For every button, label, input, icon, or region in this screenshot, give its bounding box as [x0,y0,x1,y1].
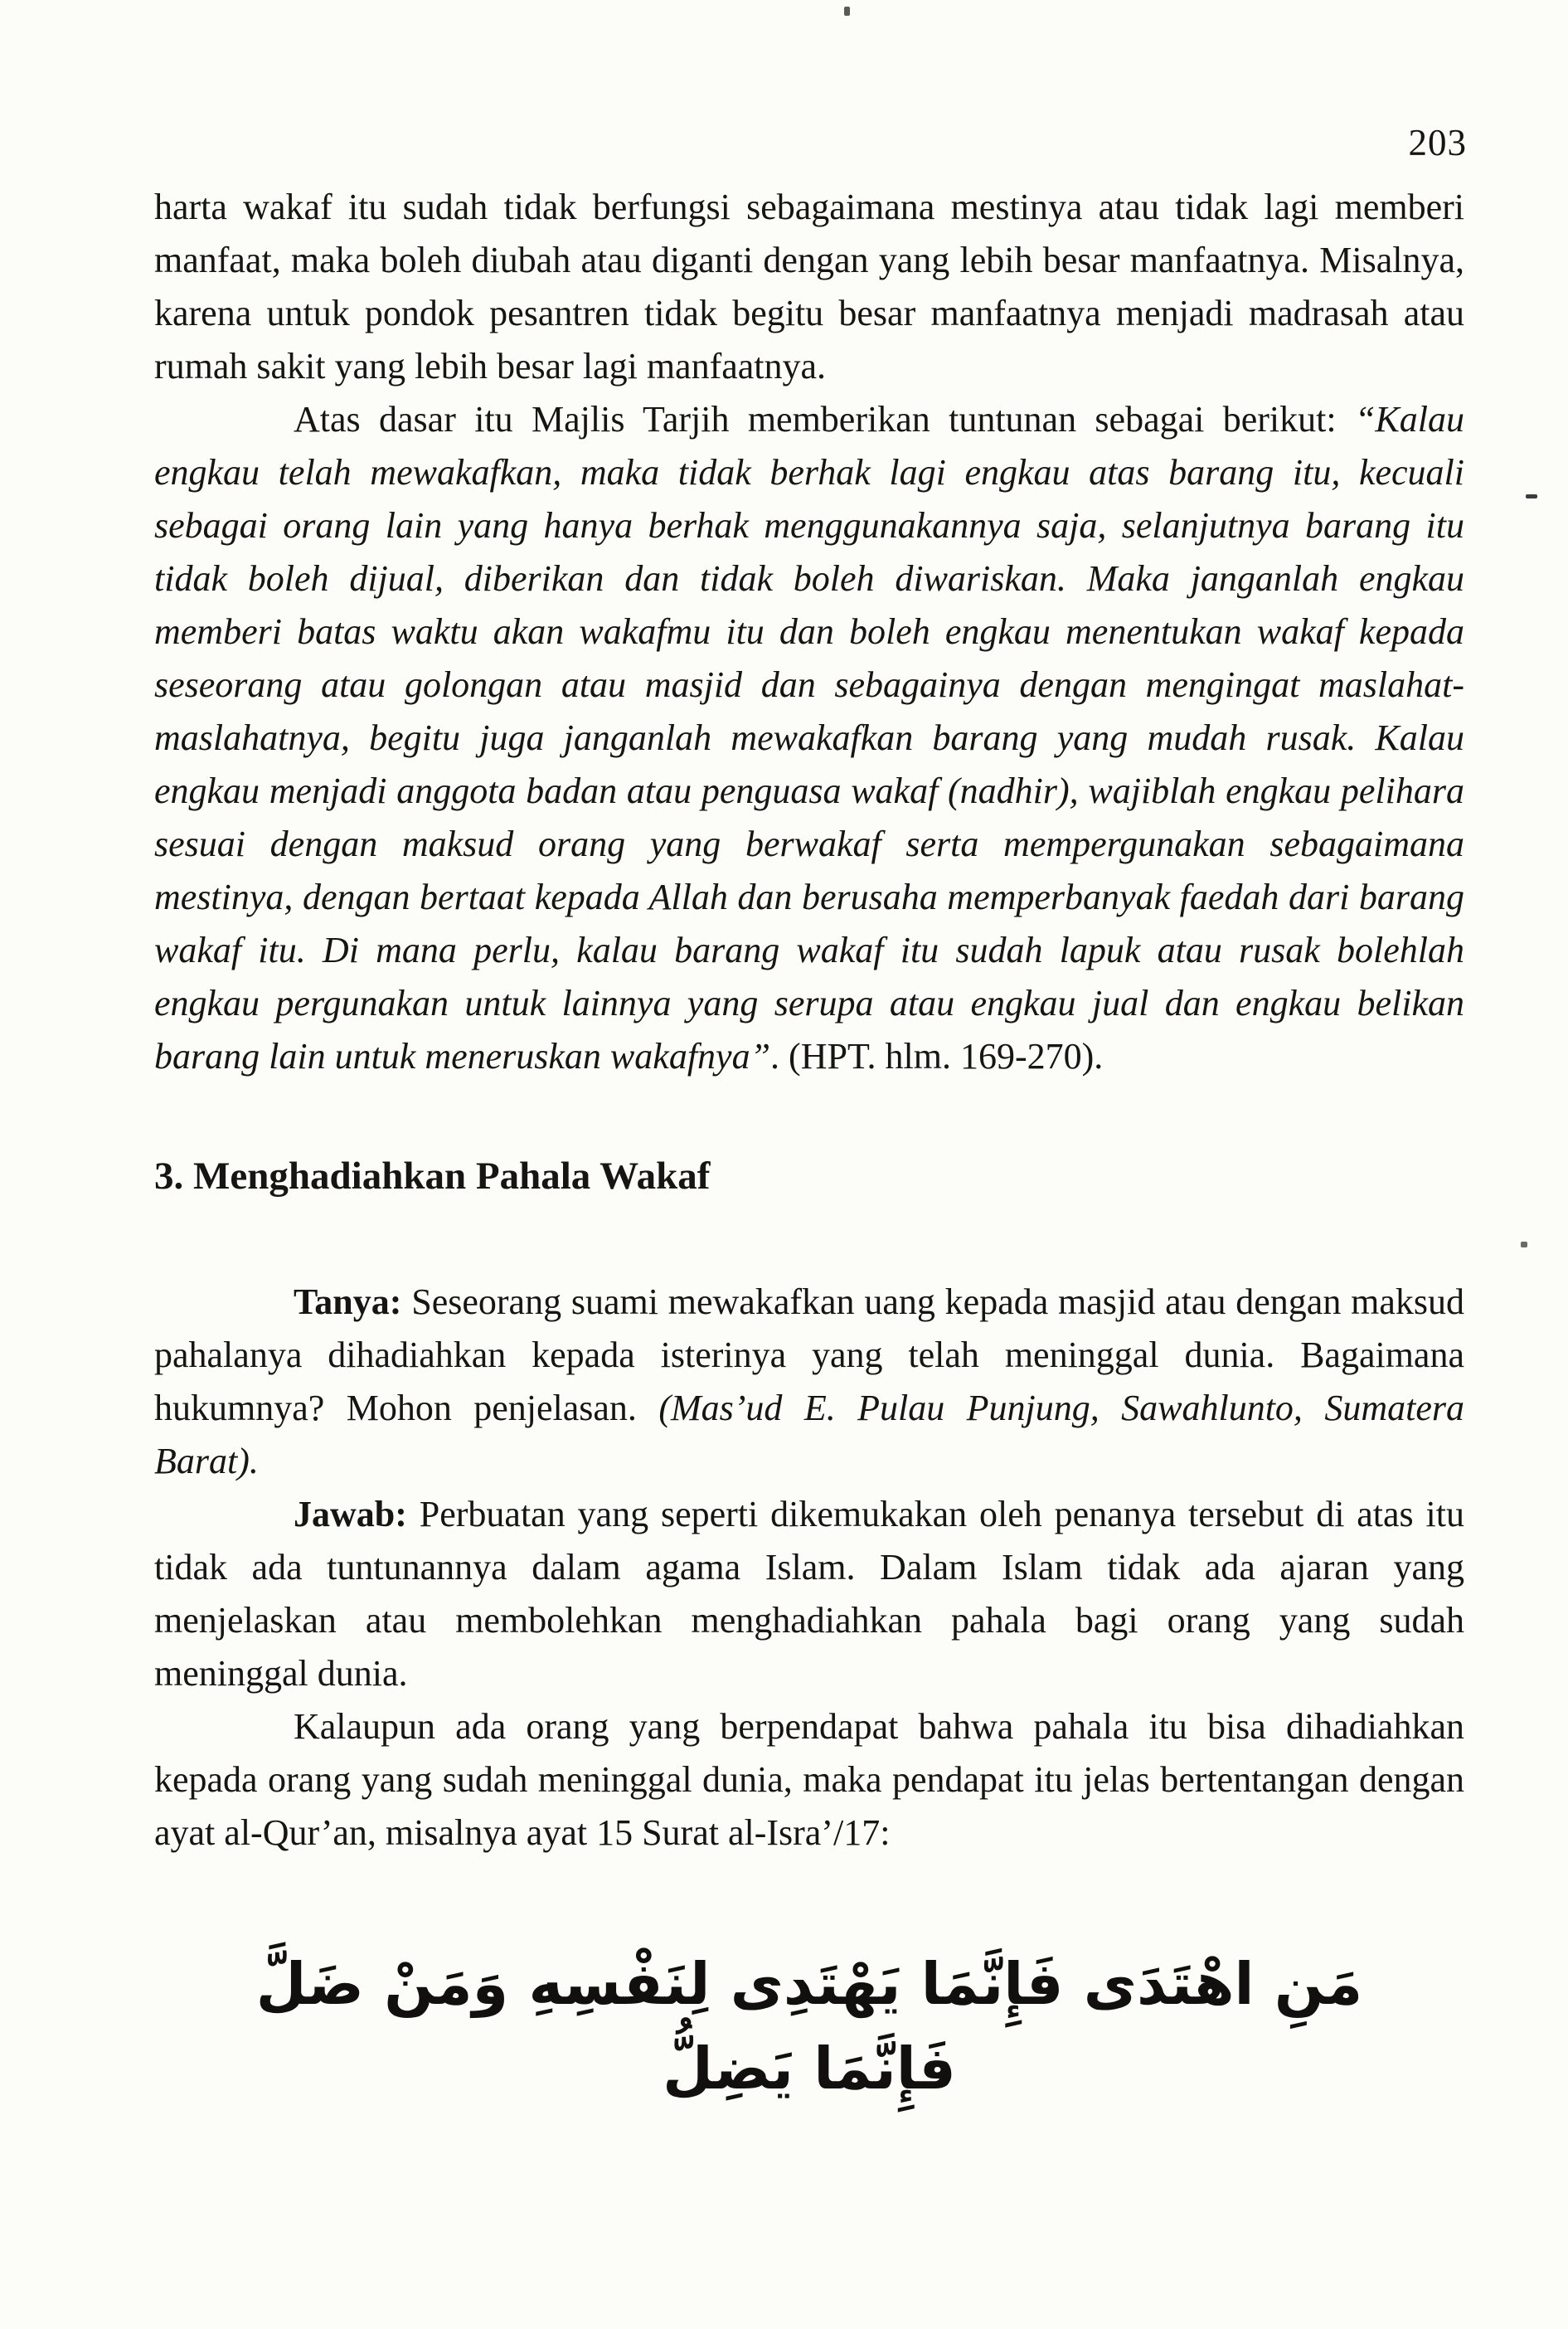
tanya-source: (Mas’ud E. Pulau Punjung, Sawahlunto, Sumatera Barat). [154,1388,1464,1481]
scan-artifact [844,7,850,16]
scan-artifact [1521,1242,1527,1247]
paragraph-text: harta wakaf itu sudah tidak berfungsi sebagaimana mestinya atau tidak lagi memberi manfaat, maka boleh diubah atau diganti dengan yang lebih besar manfaatnya. Misalnya, karena untuk pondok pesantren tidak begitu besar manfaatnya menjadi madrasah atau rumah sakit yang lebih besar lagi manfaatnya. [154,187,1464,387]
page-number: 203 [1408,122,1467,163]
tanya-label: Tanya: [294,1281,402,1322]
quotation-text: “Kalau engkau telah mewakafkan, maka tidak berhak lagi engkau atas barang itu, kecuali sebagai orang lain yang hanya berhak menggunakannya saja, selanjutnya barang itu tidak boleh dijual, diberikan dan tidak boleh diwariskan. Maka janganlah engkau memberi batas waktu akan wakafmu itu dan boleh engkau menentukan wakaf kepada seseorang atau golongan atau masjid dan sebagainya dengan mengingat maslahat-maslahatnya, begitu juga janganlah mewakafkan barang yang mudah rusak. Kalau engkau menjadi anggota badan atau penguasa wakaf (nadhir), wajiblah engkau pelihara sesuai dengan maksud orang yang berwakaf serta mempergunakan sebagaimana mestinya, dengan bertaat kepada Allah dan berusaha memperbanyak faedah dari barang wakaf itu. Di mana perlu, kalau barang wakaf itu sudah lapuk atau rusak bolehlah engkau pergunakan untuk lainnya yang serupa atau engkau jual dan engkau belikan barang lain untuk meneruskan wakafnya” [154,399,1464,1077]
paragraph-wakaf-function [154,181,1464,393]
jawab-text: Perbuatan yang seperti dikemukakan oleh penanya tersebut di atas itu tidak ada tuntunannya dalam agama Islam. Dalam Islam tidak ada ajaran yang menjelaskan atau membolehkan menghadiahkan pahala bagi orang yang sudah meninggal dunia. [154,1494,1464,1694]
section-heading: 3. Menghadiahkan Pahala Wakaf [154,1155,711,1198]
paragraph-tanya [154,1276,1464,1488]
page-content [154,181,1464,2111]
tanya-text: Seseorang suami mewakafkan uang kepada masjid atau dengan maksud pahalanya dihadiahkan kepada isterinya yang telah meninggal dunia. Bagaimana hukumnya? Mohon penjelasan. [154,1281,1464,1428]
paragraph-text: Kalaupun ada orang yang berpendapat bahwa pahala itu bisa dihadiahkan kepada orang yang sudah meninggal dunia, maka pendapat itu jelas bertentangan dengan ayat al-Qur’an, misalnya ayat 15 Surat al-Isra’/17: [154,1706,1464,1853]
reference-citation: . (HPT. hlm. 169-270). [770,1036,1104,1077]
jawab-label: Jawab: [294,1494,407,1534]
paragraph-kalaupun [154,1700,1464,1860]
paragraph-jawab [154,1488,1464,1700]
paragraph-lead-text: Atas dasar itu Majlis Tarjih memberikan tuntunan sebagai berikut: [294,399,1355,440]
arabic-verse: مَنِ اهْتَدَى فَإِنَّمَا يَهْتَدِى لِنَفْسِهِ وَمَنْ ضَلَّ فَإِنَّمَا يَضِلُّ [255,1950,1363,2103]
paragraph-tarjih-guidance [154,393,1464,1083]
scan-artifact [1526,494,1537,498]
